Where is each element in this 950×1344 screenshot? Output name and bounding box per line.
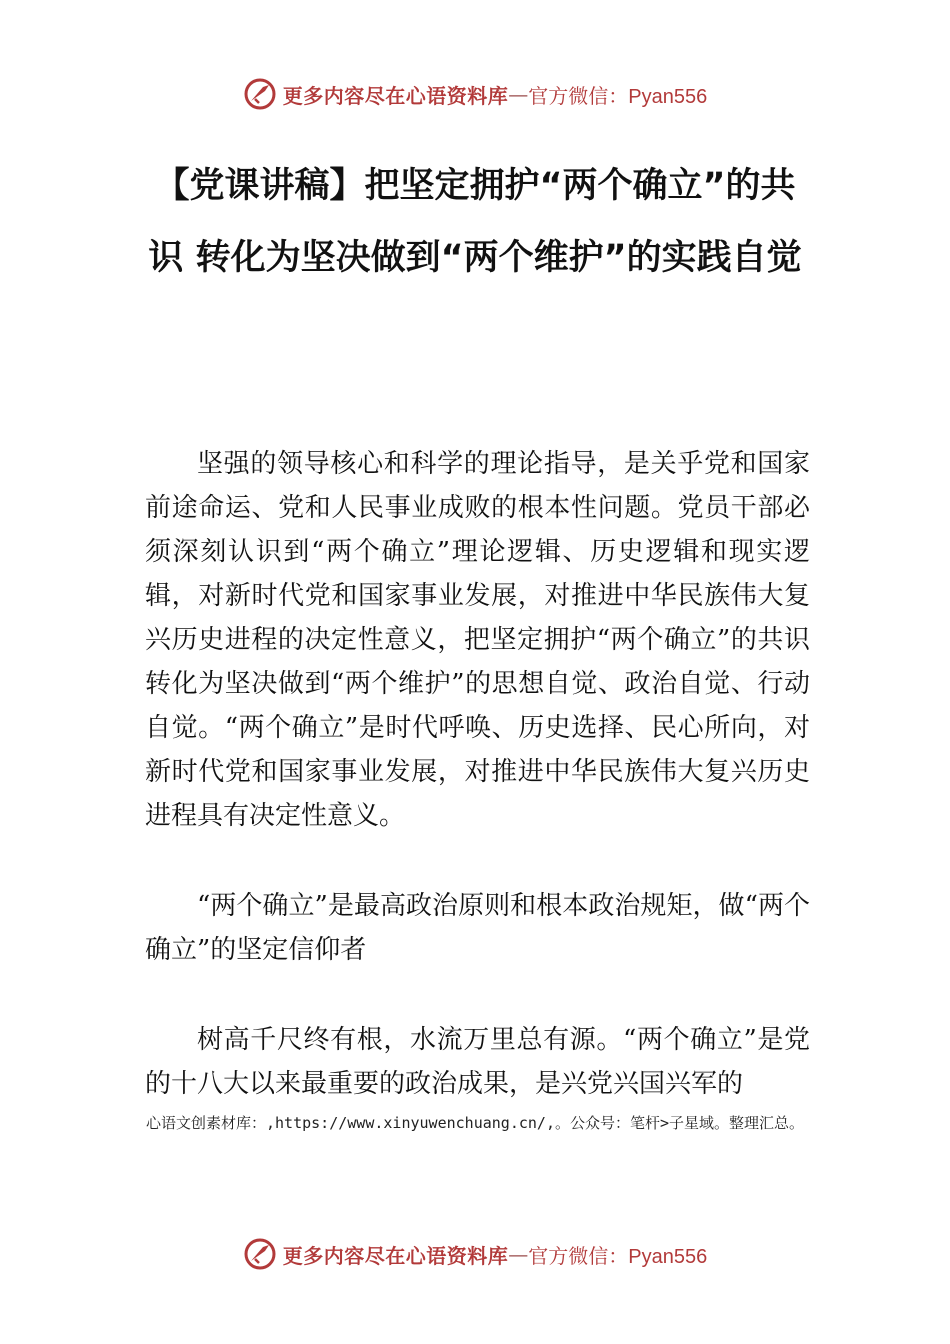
banner-dash: — [508,1242,529,1266]
paragraph-intro: 坚强的领导核心和科学的理论指导，是关乎党和国家前途命运、党和人民事业成败的根本性问题。党员干部必须深刻认识到“两个确立”理论逻辑、历史逻辑和现实逻辑，对新时代党和国家事业发展，对推进中华民族伟大复兴历史进程的决定性意义，把坚定拥护“两个确立”的共识转化为坚决做到“两个维护”的思想自觉、政治自觉、行动自觉。“两个确立”是时代呼唤、历史选择、民心所向，对新时代党和国家事业发展，对推进中华民族伟大复兴历史进程具有决定性意义。 [145,449,810,831]
source-footnote: 心语文创素材库：,https://www.xinyuwenchuang.cn/,。公众号：笔杆>子星域。整理汇总。 [145,1114,805,1132]
banner-brand-text: 更多内容尽在心语资料库 [282,83,509,108]
section-heading: “两个确立”是最高政治原则和根本政治规矩，做“两个确立”的坚定信仰者 [145,891,810,965]
brand-logo-icon [243,1237,277,1271]
header-banner [0,74,950,114]
brand-logo-icon [243,77,277,111]
banner-wechat-handle: 官方微信：Pyan556 [528,1245,708,1268]
paragraph-body: 树高千尺终有根，水流万里总有源。“两个确立”是党的十八大以来最重要的政治成果，是兴党兴国兴军的 [145,1025,810,1099]
banner-brand-text: 更多内容尽在心语资料库 [282,1243,509,1268]
footer-banner [0,1234,950,1274]
banner-wechat-handle: 官方微信：Pyan556 [528,85,708,108]
document-title: 【党课讲稿】把坚定拥护“两个确立”的共识 转化为坚决做到“两个维护”的实践自觉 [148,166,802,278]
banner-dash: — [508,82,529,106]
